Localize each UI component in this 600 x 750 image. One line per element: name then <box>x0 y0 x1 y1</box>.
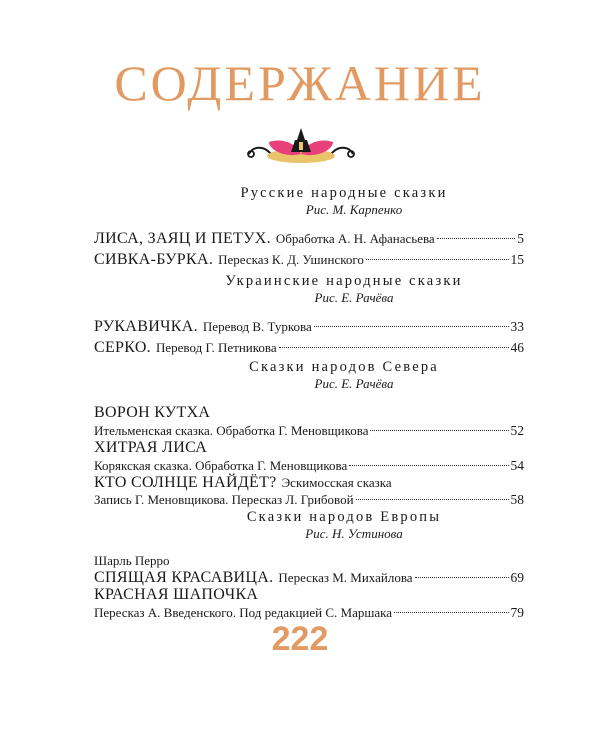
story-note: Запись Г. Меновщикова. Пересказ Л. Грибовой <box>94 492 354 507</box>
toc-section-north <box>94 358 524 508</box>
page-number: 69 <box>510 570 524 585</box>
story-note: Корякская сказка. Обработка Г. Меновщикова <box>94 458 348 473</box>
toc-entry[interactable] <box>94 586 524 621</box>
dot-leader <box>356 499 509 500</box>
section-title: Русские народные сказки <box>240 185 448 201</box>
section-artist: Рис. Н. Устинова <box>305 526 403 541</box>
story-note: Пересказ М. Михайлова <box>278 570 413 585</box>
toc-entry[interactable] <box>94 230 524 247</box>
story-title: РУКАВИЧКА. <box>94 318 198 335</box>
page-number: 15 <box>510 252 524 267</box>
toc-section-ukrainian <box>94 272 524 356</box>
story-title: СИВКА-БУРКА. <box>94 251 214 268</box>
story-title: СЕРКО. <box>94 339 151 356</box>
story-title-note: Эскимосская сказка <box>281 475 392 490</box>
page-number-footer: 222 <box>271 620 329 658</box>
toc-entry[interactable] <box>94 318 524 335</box>
story-note: Пересказ К. Д. Ушинского <box>218 252 364 267</box>
story-note: Ительменская сказка. Обработка Г. Меновщикова <box>94 423 369 438</box>
section-artist: Рис. Е. Рачёва <box>314 290 394 305</box>
toc-entry[interactable] <box>94 439 524 474</box>
author-name: Шарль Перро <box>94 553 170 568</box>
toc-entry[interactable] <box>94 474 524 508</box>
story-title: ХИТРАЯ ЛИСА <box>94 439 208 456</box>
page-number: 54 <box>510 458 524 473</box>
toc-entry[interactable] <box>94 339 524 356</box>
story-note: Перевод Г. Петникова <box>155 340 277 355</box>
dot-leader <box>370 430 508 431</box>
section-artist: Рис. М. Карпенко <box>305 202 403 217</box>
page-number: 46 <box>510 340 524 355</box>
dot-leader <box>366 259 509 260</box>
section-artist: Рис. Е. Рачёва <box>314 376 394 391</box>
page-number: 79 <box>510 605 524 620</box>
dot-leader <box>415 577 509 578</box>
story-note: Обработка А. Н. Афанасьева <box>275 231 435 246</box>
story-title: СПЯЩАЯ КРАСАВИЦА. <box>94 569 274 586</box>
toc-entry[interactable] <box>94 569 524 586</box>
story-title: ВОРОН КУТХА <box>94 404 211 421</box>
toc-section-europe <box>94 508 524 621</box>
page-number: 52 <box>510 423 524 438</box>
toc-section-russian <box>94 184 524 268</box>
dot-leader <box>279 347 509 348</box>
dot-leader <box>314 326 509 327</box>
dot-leader <box>437 238 516 239</box>
story-title: КРАСНАЯ ШАПОЧКА <box>94 586 259 603</box>
section-title: Сказки народов Европы <box>246 509 442 525</box>
dot-leader <box>394 612 508 613</box>
story-note: Перевод В. Туркова <box>202 319 312 334</box>
toc-entry[interactable] <box>94 404 524 439</box>
story-title: ЛИСА, ЗАЯЦ И ПЕТУХ. <box>94 230 271 247</box>
page-number: 33 <box>510 319 524 334</box>
toc-entry[interactable] <box>94 251 524 268</box>
dot-leader <box>349 465 508 466</box>
decorative-ornament-icon <box>245 124 357 168</box>
page-number: 58 <box>510 492 524 507</box>
section-title: Украинские народные сказки <box>225 273 463 289</box>
story-title: КТО СОЛНЦЕ НАЙДЁТ? <box>94 474 277 491</box>
story-note: Пересказ А. Введенского. Под редакцией С. Маршака <box>94 605 393 620</box>
page-title: СОДЕРЖАНИЕ <box>114 55 486 111</box>
page-number: 5 <box>517 231 524 246</box>
section-title: Сказки народов Севера <box>249 359 439 375</box>
